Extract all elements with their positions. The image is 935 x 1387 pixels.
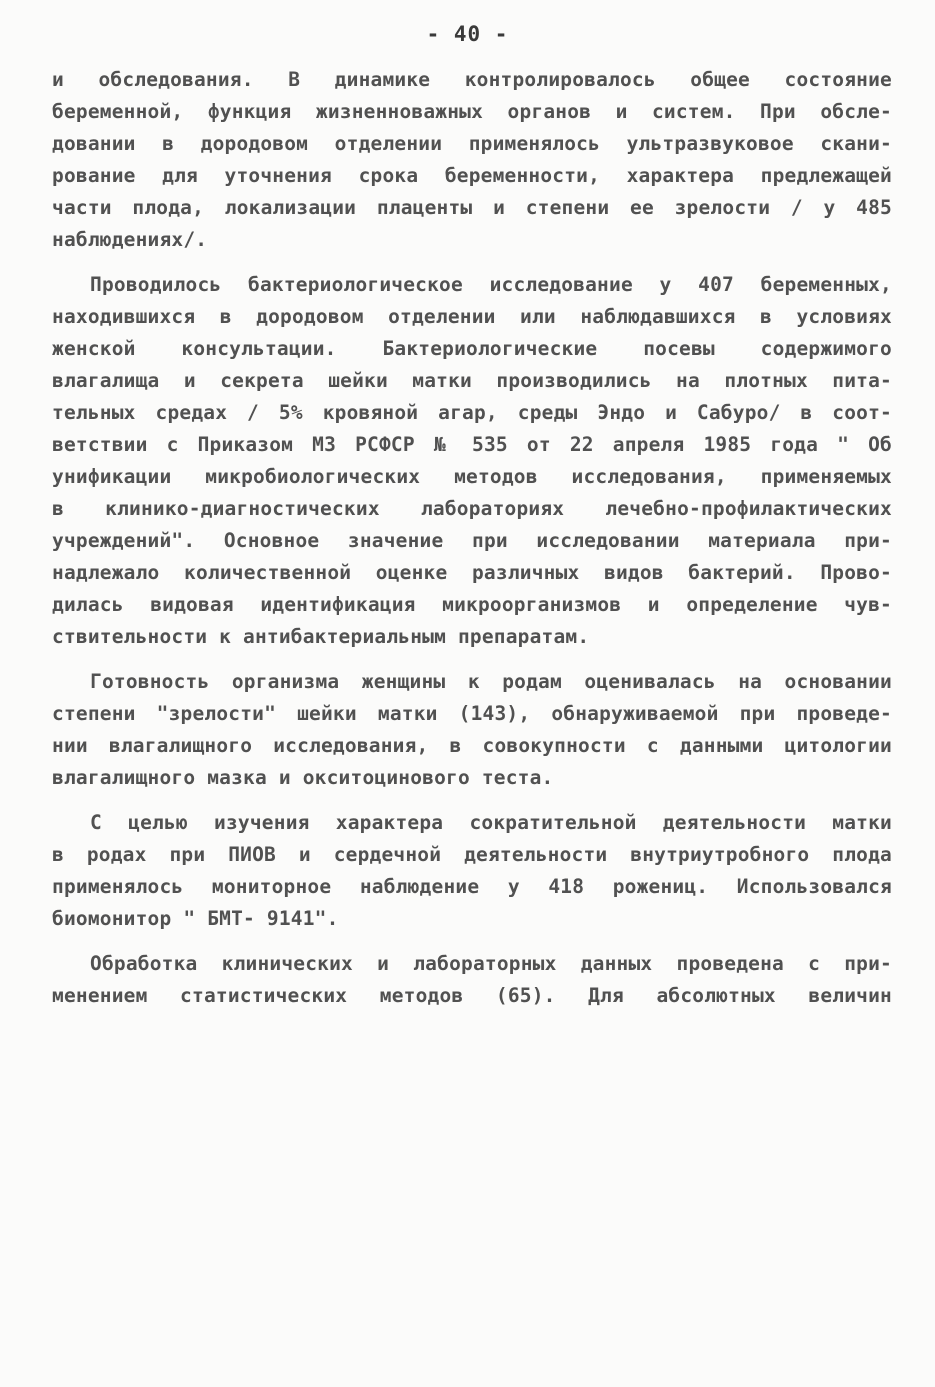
text-line: Обработка клинических и лабораторных данных проведена с при- [90,952,892,975]
text-line: рование для уточнения срока беременности, характера предлежащей [52,164,892,187]
paragraph [52,269,892,653]
page-number: - 40 - [426,22,509,46]
paragraph [52,64,892,256]
text-line: влагалищного мазка и окситоцинового теста. [52,766,554,789]
text-line: надлежало количественной оценке различных видов бактерий. Прово- [52,561,892,584]
text-line: ветствии с Приказом МЗ РСФСР № 535 от 22 апреля 1985 года " Об [52,433,892,456]
text-line: беременной, функция жизненноважных органов и систем. При обсле- [52,100,892,123]
text-line: биомонитор " БМТ- 9141". [52,907,339,930]
text-line: в клинико-диагностических лабораториях лечебно-профилактических [52,497,892,520]
text-line: довании в дородовом отделении применялось ультразвуковое скани- [52,132,892,155]
text-line: нии влагалищного исследования, в совокупности с данными цитологии [52,734,892,757]
text-line: женской консультации. Бактериологические посевы содержимого [52,337,892,360]
text-line: С целью изучения характера сократительной деятельности матки [90,811,892,834]
body-text [52,64,892,1012]
text-line: дилась видовая идентификация микроорганизмов и определение чув- [52,593,892,616]
text-line: Готовность организма женщины к родам оценивалась на основании [90,670,892,693]
text-line: наблюдениях/. [52,228,208,251]
text-line: степени "зрелости" шейки матки (143), обнаруживаемой при проведе- [52,702,892,725]
text-line: тельных средах / 5% кровяной агар, среды Эндо и Сабуро/ в соот- [52,401,892,424]
paragraph [52,666,892,794]
paragraph [52,948,892,1012]
text-line: применялось мониторное наблюдение у 418 рожениц. Использовался [52,875,892,898]
text-line: части плода, локализации плаценты и степени ее зрелости / у 485 [52,196,892,219]
paragraph [52,807,892,935]
text-line: находившихся в дородовом отделении или наблюдавшихся в условиях [52,305,892,328]
text-line: в родах при ПИОВ и сердечной деятельности внутриутробного плода [52,843,892,866]
text-line: менением статистических методов (65). Для абсолютных величин [52,984,892,1007]
text-line: ствительности к антибактериальным препаратам. [52,625,590,648]
text-line: учреждений". Основное значение при исследовании материала при- [52,529,892,552]
text-line: Проводилось бактериологическое исследование у 407 беременных, [90,273,892,296]
text-line: и обследования. В динамике контролировалось общее состояние [52,68,892,91]
text-line: влагалища и секрета шейки матки производились на плотных пита- [52,369,892,392]
text-line: унификации микробиологических методов исследования, применяемых [52,465,892,488]
